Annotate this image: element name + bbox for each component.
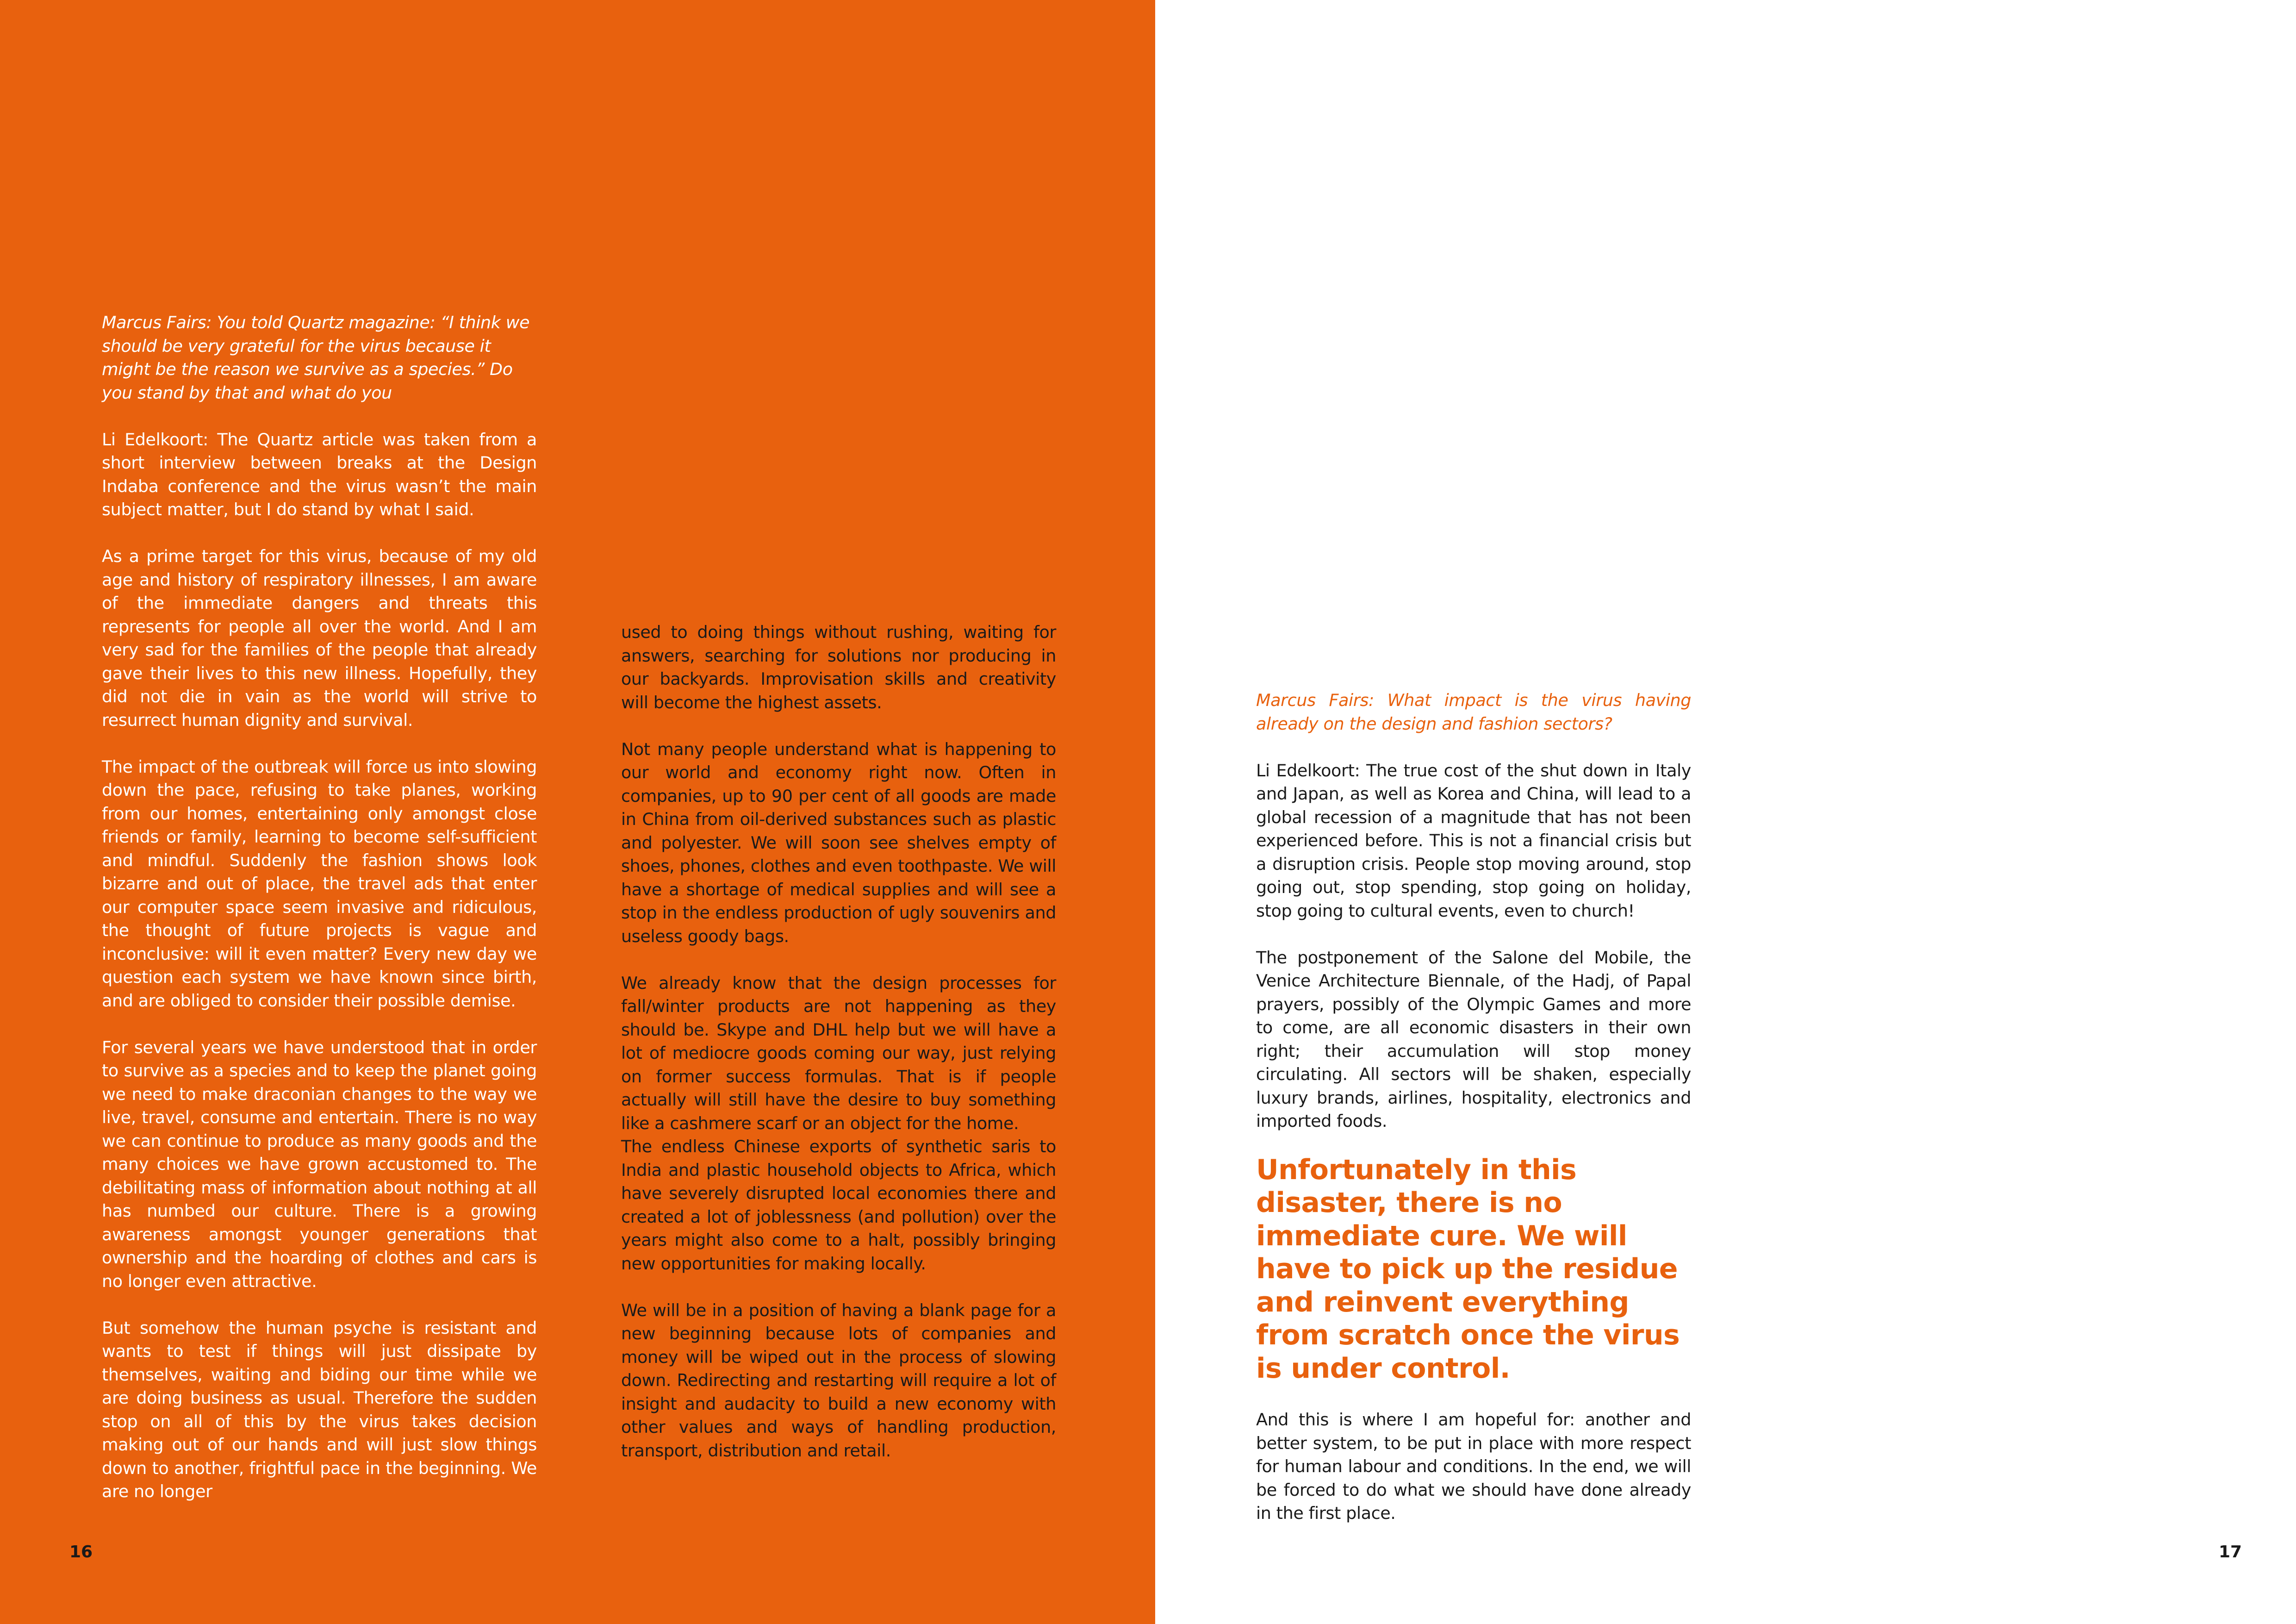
paragraph: used to doing things without rushing, waiting for answers, searching for solutions nor producing in our backyards. Improvisation skills and creativity will become the highest assets. bbox=[621, 622, 1056, 712]
right-page bbox=[1155, 0, 2296, 1624]
left-column-2 bbox=[621, 621, 1056, 1462]
paragraph: But somehow the human psyche is resistant and wants to test if things will just dissipate by themselves, waiting and biding our time while we are doing business as usual. Therefore the sudden stop on all of this by the virus takes decision making out of our hands and will just slow things down to another, frightful pace in the beginning. We are no longer bbox=[102, 1318, 537, 1501]
paragraph: The endless Chinese exports of synthetic saris to India and plastic household objects to Africa, which have severely disrupted local economies there and created a lot of joblessness (and pollution) over the years might also come to a halt, possibly bringing new opportunities for making locally. bbox=[621, 1137, 1056, 1274]
pull-quote: Unfortunately in this disaster, there is no immediate cure. We will have to pick up the residue and reinvent everything from scratch once the virus is under control. bbox=[1256, 1153, 1680, 1385]
paragraph: Li Edelkoort: The true cost of the shut down in Italy and Japan, as well as Korea and China, will lead to a global recession of a magnitude that has not been experienced before. This is not a financial crisis but a disruption crisis. People stop moving around, stop going out, stop spending, stop going on holiday, stop going to cultural events, even to church! bbox=[1256, 760, 1691, 921]
left-column-1 bbox=[102, 311, 537, 1504]
paragraph: We already know that the design processes for fall/winter products are not happening as they should be. Skype and DHL help but we will have a lot of mediocre goods coming our way, just relying on former success formulas. That is if people actually will still have the desire to buy something like a cashmere scarf or an object for the home. bbox=[621, 973, 1056, 1133]
paragraph: For several years we have understood that in order to survive as a species and to keep the planet going we need to make draconian changes to the way we live, travel, consume and entertain. There is no way we can continue to produce as many goods and the many choices we have grown accustomed to. The debilitating mass of information about nothing at all has numbed our culture. There is a growing awareness amongst younger generations that ownership and the hoarding of clothes and cars is no longer even attractive. bbox=[102, 1037, 537, 1291]
paragraph: And this is where I am hopeful for: another and better system, to be put in place with more respect for human labour and conditions. In the end, we will be forced to do what we should have done already in the first place. bbox=[1256, 1410, 1691, 1523]
paragraph: Not many people understand what is happening to our world and economy right now. Often in companies, up to 90 per cent of all goods are made in China from oil-derived substances such as plastic and polyester. We will soon see shelves empty of shoes, phones, clothes and even toothpaste. We will have a shortage of medical supplies and will see a stop in the endless production of ugly souvenirs and useless goody bags. bbox=[621, 739, 1056, 946]
paragraph: We will be in a position of having a blank page for a new beginning because lots of companies and money will be wiped out in the process of slowing down. Redirecting and restarting will require a lot of insight and audacity to build a new economy with other values and ways of handling production, transport, distribution and retail. bbox=[621, 1300, 1056, 1461]
interview-question: Marcus Fairs: What impact is the virus having already on the design and fashion sectors? bbox=[1256, 690, 1691, 734]
paragraph: The postponement of the Salone del Mobile, the Venice Architecture Biennale, of the Hadj, of Papal prayers, possibly of the Olympic Games and more to come, are all economic disasters in their own right; their accumulation will stop money circulating. All sectors will be shaken, especially luxury brands, airlines, hospitality, electronics and imported foods. bbox=[1256, 947, 1691, 1131]
page-number: 16 bbox=[69, 1543, 93, 1562]
paragraph: Li Edelkoort: The Quartz article was taken from a short interview between breaks at the Design Indaba conference and the virus wasn’t the main subject matter, but I do stand by what I said. bbox=[102, 429, 537, 519]
interview-question: Marcus Fairs: You told Quartz magazine: “I think we should be very grateful for the virus because it might be the reason we survive as a species.” Do you stand by that and what do you bbox=[102, 312, 530, 403]
paragraph: The impact of the outbreak will force us into slowing down the pace, refusing to take planes, working from our homes, entertaining only amongst close friends or family, learning to become self-sufficient and mindful. Suddenly the fashion shows look bizarre and out of place, the travel ads that enter our computer space seem invasive and ridiculous, the thought of future projects is vague and inconclusive: will it even matter? Every new day we question each system we have known since birth, and are obliged to consider their possible demise. bbox=[102, 756, 537, 1011]
right-column bbox=[1256, 689, 1691, 1525]
page-number: 17 bbox=[2219, 1543, 2242, 1562]
paragraph: As a prime target for this virus, because of my old age and history of respiratory illnesses, I am aware of the immediate dangers and threats this represents for people all over the world. And I am very sad for the families of the people that already gave their lives to this new illness. Hopefully, they did not die in vain as the world will strive to resurrect human dignity and survival. bbox=[102, 546, 537, 730]
